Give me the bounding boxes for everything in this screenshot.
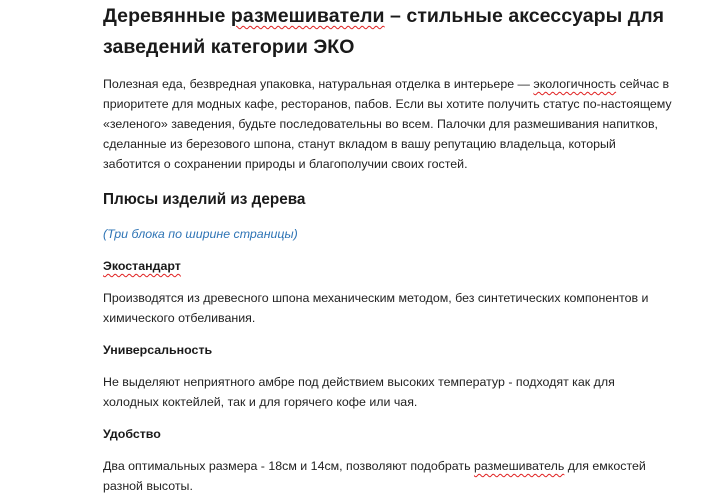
- spellcheck-flagged-word[interactable]: экологичность: [533, 77, 617, 91]
- intro-text-end: сейчас в приоритете для модных кафе, ресторанов, пабов. Если вы хотите получить статус по-настоящему «зеленого» заведения, будьте последовательны во всем. Палочки для размешивания напитков, сделанные из березового шпона, станут вкладом в вашу репутацию владельца, который заботится о сохранении природы и благополучии своих гостей.: [103, 77, 672, 171]
- convenience-text-start: Два оптимальных размера - 18см и 14см, позволяют подобрать: [103, 459, 474, 473]
- section-heading: Плюсы изделий из дерева: [103, 191, 306, 208]
- block-title-ecostandard: [103, 256, 674, 276]
- block-text-ecostandard: Производятся из древесного шпона механическим методом, без синтетических компонентов и химического отбеливания.: [103, 291, 649, 325]
- intro-paragraph: [103, 74, 674, 174]
- block-text-convenience: [103, 456, 674, 496]
- block-title-universality: Универсальность: [103, 343, 213, 357]
- intro-text-start: Полезная еда, безвредная упаковка, натуральная отделка в интерьере —: [103, 77, 534, 91]
- layout-note: (Три блока по ширине страницы): [103, 227, 298, 241]
- spellcheck-flagged-word[interactable]: размешиватели: [230, 5, 385, 27]
- spellcheck-flagged-word[interactable]: размешиватель: [473, 459, 565, 473]
- title-text-start: Деревянные: [103, 5, 231, 27]
- spellcheck-flagged-word[interactable]: Экостандарт: [103, 259, 181, 273]
- block-title-convenience: Удобство: [103, 427, 161, 441]
- block-text-universality: Не выделяют неприятного амбре под действием высоких температур - подходят как для холодных коктейлей, так и для горячего кофе или чая.: [103, 375, 615, 409]
- title-text-end: – стильные аксессуары для заведений категории ЭКО: [103, 5, 665, 58]
- document-title: [103, 0, 674, 63]
- convenience-text-end: для емкостей разной высоты.: [103, 459, 646, 493]
